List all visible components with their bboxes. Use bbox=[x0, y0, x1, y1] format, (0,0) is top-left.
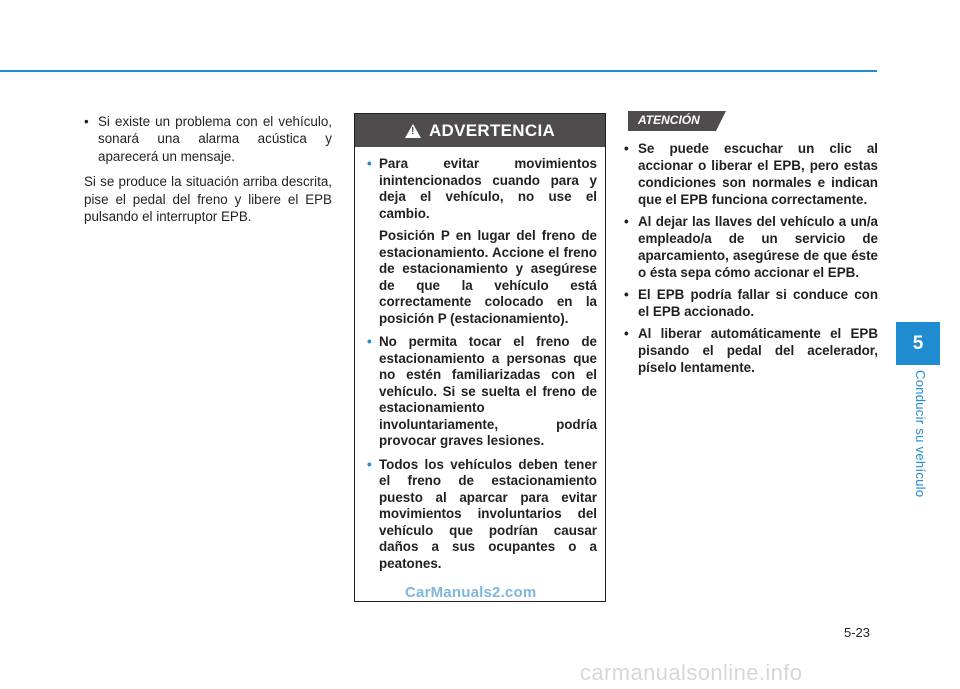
chapter-tab[interactable]: 5 bbox=[896, 322, 940, 365]
attention-tag bbox=[628, 111, 716, 131]
attention-item bbox=[624, 213, 878, 281]
warning-item-text: Para evitar movimientos inintencionados cuando para y deja el vehículo, no use el cambio. bbox=[379, 156, 597, 221]
warning-item-text: No permita tocar el freno de estacionamiento a personas que no estén familiarizadas con el vehículo. Si se suelta el freno de estacionamiento involuntariamente, podría provocar graves lesiones. bbox=[379, 334, 597, 448]
bullet-dot: • bbox=[624, 141, 629, 156]
chapter-title bbox=[913, 370, 938, 504]
attention-item bbox=[624, 325, 878, 376]
list-item-text: Si existe un problema con el vehículo, sonará una alarma acústica y aparecerá un mensaje. bbox=[98, 114, 332, 164]
header-rule bbox=[0, 70, 877, 72]
attention-list bbox=[624, 140, 878, 381]
attention-tag-label: ATENCIÓN bbox=[638, 113, 700, 127]
warning-item bbox=[367, 457, 597, 573]
warning-item bbox=[367, 156, 597, 222]
bullet-dot: • bbox=[367, 334, 372, 349]
warning-triangle-icon bbox=[405, 124, 421, 138]
bullet-dot: • bbox=[624, 326, 629, 341]
attention-item-text: Al dejar las llaves del vehículo a un/a empleado/a de un servicio de aparcamiento, asegúrese de que éste o ésta sepa cómo accionar el EPB. bbox=[638, 214, 878, 280]
warning-header bbox=[355, 114, 605, 147]
attention-item bbox=[624, 286, 878, 320]
bullet-dot: • bbox=[367, 156, 372, 171]
attention-item-text: El EPB podría fallar si conduce con el EPB accionado. bbox=[638, 287, 878, 319]
page-number: 5-23 bbox=[844, 625, 871, 640]
bullet-dot: • bbox=[84, 114, 89, 129]
watermark-link[interactable]: CarManuals2.com bbox=[405, 584, 537, 601]
body-paragraph: Si se produce la situación arriba descrita, pise el pedal del freno y libere el EPB pulsando el interruptor EPB. bbox=[84, 174, 332, 225]
attention-item-text: Al liberar automáticamente el EPB pisando el pedal del acelerador, píselo lentamente. bbox=[638, 326, 878, 375]
chapter-title-text: Conducir su vehículo bbox=[913, 370, 928, 498]
bullet-dot: • bbox=[624, 214, 629, 229]
warning-item-text: Todos los vehículos deben tener el freno de estacionamiento puesto al aparcar para evitar movimientos involuntarios del vehículo que podrían causar daños a sus ocupantes o a peatones. bbox=[379, 456, 597, 571]
warning-sub-paragraph: Posición P en lugar del freno de estacionamiento. Accione el freno de estacionamiento y asegúrese de que la vehículo está correctamente colocado en la posición P (estacionamiento). bbox=[379, 228, 597, 326]
warning-body bbox=[355, 147, 605, 572]
attention-item-text: Se puede escuchar un clic al accionar o liberar el EPB, pero estas condiciones son normales e indican que el EPB funciona correctamente. bbox=[638, 141, 878, 207]
list-item bbox=[84, 113, 332, 165]
warning-item bbox=[367, 334, 597, 450]
attention-item bbox=[624, 140, 878, 208]
bullet-dot: • bbox=[624, 287, 629, 302]
bullet-dot: • bbox=[367, 456, 372, 472]
warning-title: ADVERTENCIA bbox=[428, 120, 556, 140]
footer-watermark[interactable]: carmanualsonline.info bbox=[580, 660, 803, 685]
left-column bbox=[84, 113, 332, 225]
warning-box bbox=[354, 113, 606, 602]
